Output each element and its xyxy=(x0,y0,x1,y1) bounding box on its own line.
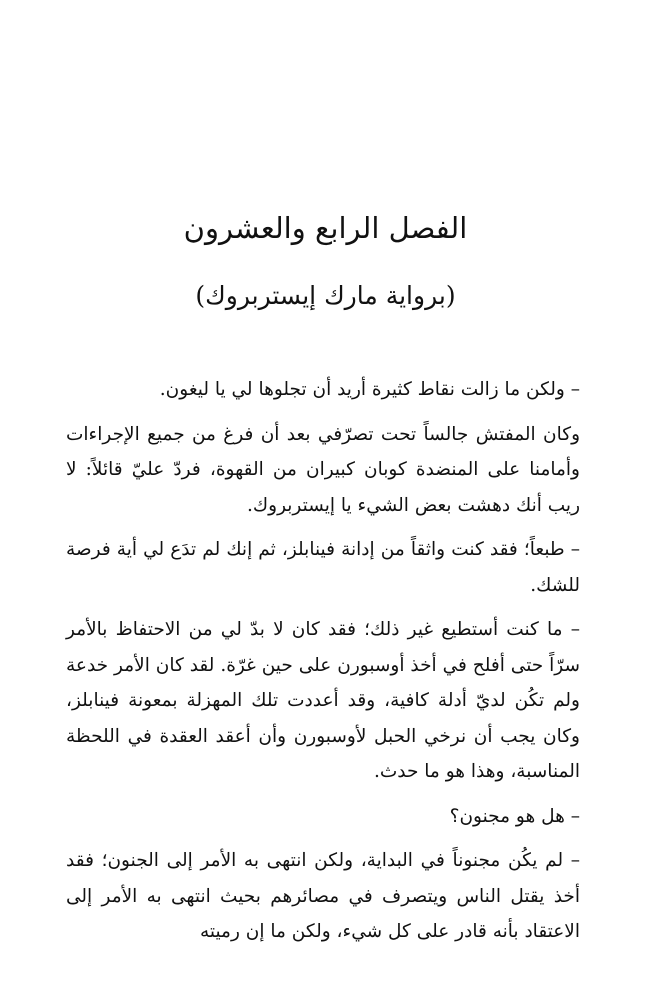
paragraph: – ولكن ما زالت نقاط كثيرة أريد أن تجلوها لي يا ليغون. xyxy=(159,379,580,400)
chapter-title: الفصل الرابع والعشرون xyxy=(183,211,468,245)
chapter-subtitle: (برواية مارك إيستربروك) xyxy=(195,281,456,310)
paragraph: – هل هو مجنون؟ xyxy=(449,805,580,827)
paragraph: – ما كنت أستطيع غير ذلك؛ فقد كان لا بدّ لي من الاحتفاظ بالأمر سرّاً حتى أفلح في أخذ أوسبورن على حين غرّة. لقد كان الأمر خدعة ولم تكُن لديّ أدلة كافية، وقد أعددت تلك المهزلة بمعونة فينابلز، وكان يجب أن نرخي الحبل لأوسبورن وأن أعقد العقدة في اللحظة المناسبة، وهذا هو ما حدث. xyxy=(66,619,580,782)
paragraph: – لم يكُن مجنوناً في البداية، ولكن انتهى به الأمر إلى الجنون؛ فقد أخذ يقتل الناس ويتصرف في مصائرهم بحيث انتهى به الأمر إلى الاعتقاد بأنه قادر على كل شيء، ولكن ما إن رميته xyxy=(66,850,580,942)
body-text xyxy=(66,372,580,959)
paragraph: وكان المفتش جالساً تحت تصرّفي بعد أن فرغ من جميع الإجراءات وأمامنا على المنضدة كوبان كبيران من القهوة، فردّ عليّ قائلاً: لا ريب أنك دهشت بعض الشيء يا إيستربروك. xyxy=(66,423,580,516)
paragraph: – طبعاً؛ فقد كنت واثقاً من إدانة فينابلز، ثم إنك لم تدَع لي أية فرصة للشك. xyxy=(66,539,580,596)
